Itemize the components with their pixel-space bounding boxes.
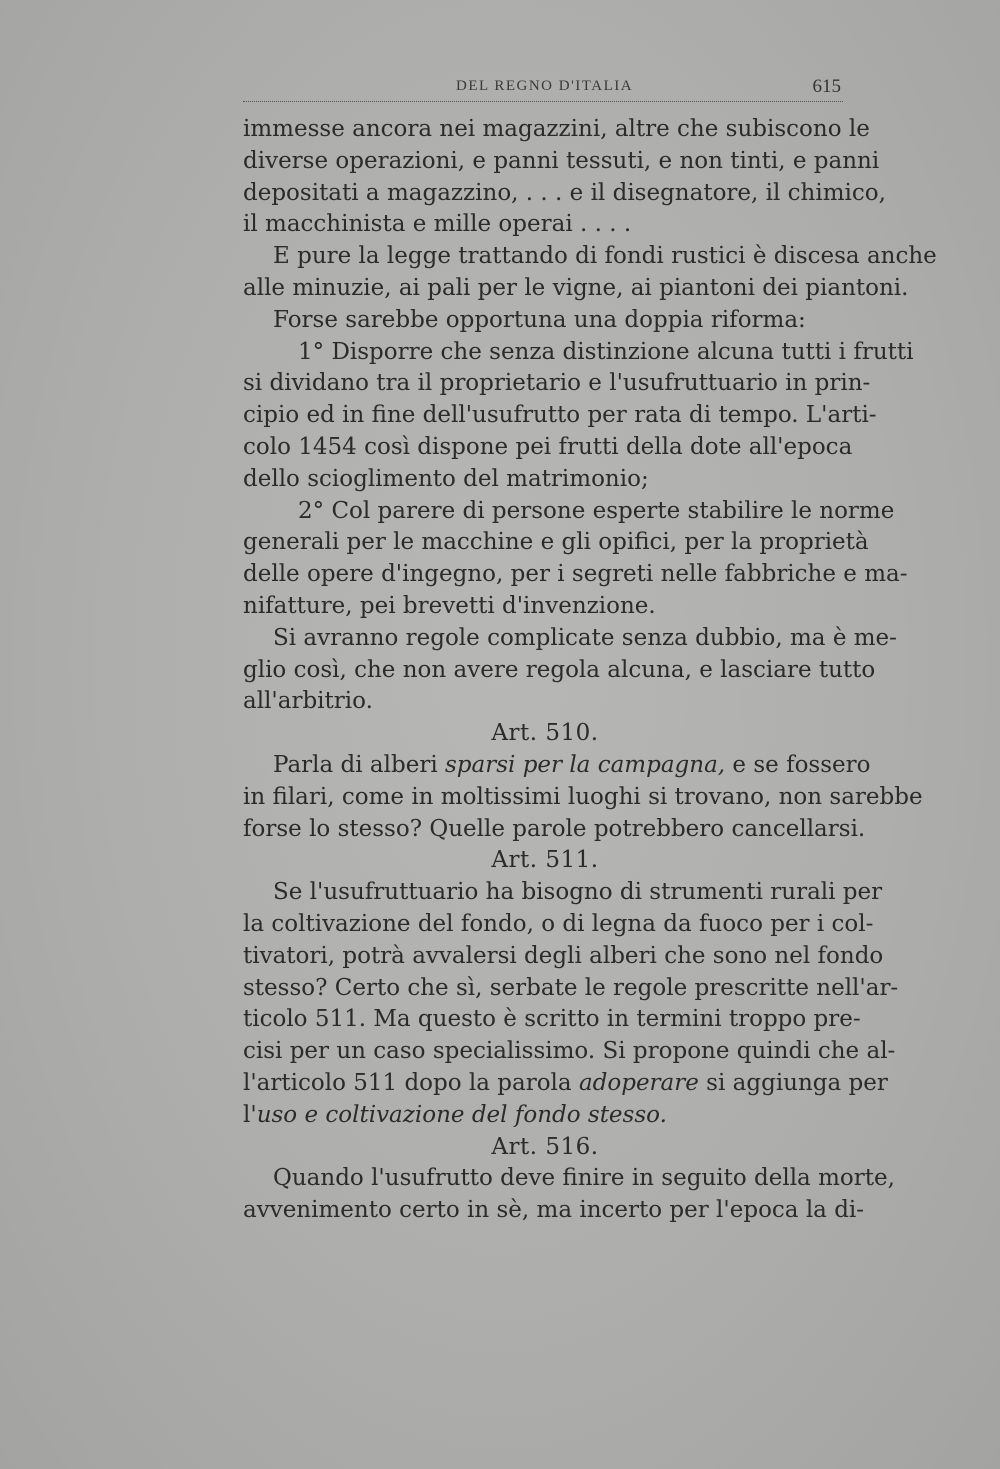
text-line: [243, 1068, 888, 1100]
text-line: ticolo 511. Ma questo è scritto in termini troppo pre-: [243, 1006, 861, 1033]
text-line: E pure la legge trattando di fondi rustici è discesa anche: [273, 243, 937, 270]
text-line: la coltivazione del fondo, o di legna da fuoco per i col-: [243, 910, 874, 937]
text-run: l'articolo 511 dopo la parola: [243, 1069, 579, 1096]
text-line: 2° Col parere di persone esperte stabilire le norme: [298, 497, 895, 524]
article-heading: Art. 511.: [491, 847, 599, 874]
text-line: forse lo stesso? Quelle parole potrebbero cancellarsi.: [243, 815, 866, 842]
italic-phrase: uso e coltivazione del fondo stesso.: [256, 1101, 667, 1128]
text-line: avvenimento certo in sè, ma incerto per l'epoca la di-: [243, 1197, 865, 1224]
text-line: Quando l'usufrutto deve finire in seguito della morte,: [273, 1165, 895, 1192]
text-run: Parla di alberi: [273, 751, 445, 778]
text-line: si dividano tra il proprietario e l'usufruttuario in prin-: [243, 370, 871, 397]
running-head-title: DEL REGNO D'ITALIA: [456, 78, 634, 94]
text-line: generali per le macchine e gli opifici, per la proprietà: [243, 529, 869, 556]
text-line: Forse sarebbe opportuna una doppia riforma:: [273, 306, 806, 333]
article-heading: Art. 510.: [491, 720, 599, 747]
running-head: [243, 76, 843, 100]
body-text: [243, 114, 937, 1227]
italic-phrase: adoperare: [578, 1069, 699, 1096]
text-line: all'arbitrio.: [243, 688, 373, 715]
text-line: colo 1454 così dispone pei frutti della dote all'epoca: [243, 433, 853, 460]
text-line: diverse operazioni, e panni tessuti, e non tinti, e panni: [243, 147, 880, 174]
text-line: [243, 1100, 847, 1132]
text-line: 1° Disporre che senza distinzione alcuna tutti i frutti: [298, 338, 914, 365]
text-line: Si avranno regole complicate senza dubbio, ma è me-: [273, 624, 897, 651]
text-line: dello scioglimento del matrimonio;: [243, 465, 649, 492]
text-line: nifatture, pei brevetti d'invenzione.: [243, 592, 656, 619]
header-rule: [243, 101, 843, 102]
text-line: glio così, che non avere regola alcuna, e lasciare tutto: [243, 656, 876, 683]
text-run: e se fossero: [725, 751, 871, 778]
text-line: [243, 750, 871, 782]
text-line: delle opere d'ingegno, per i segreti nelle fabbriche e ma-: [243, 561, 908, 588]
text-line: Se l'usufruttuario ha bisogno di strumenti rurali per: [273, 879, 883, 906]
text-line: cisi per un caso specialissimo. Si propone quindi che al-: [243, 1038, 896, 1065]
text-line: stesso? Certo che sì, serbate le regole prescritte nell'ar-: [243, 974, 899, 1001]
text-line: immesse ancora nei magazzini, altre che subiscono le: [243, 116, 870, 142]
text-line: alle minuzie, ai pali per le vigne, ai piantoni dei piantoni.: [243, 274, 909, 301]
text-run: l': [243, 1101, 257, 1128]
text-line: depositati a magazzino, . . . e il disegnatore, il chimico,: [243, 179, 886, 206]
text-line: il macchinista e mille operai . . . .: [243, 211, 632, 238]
text-line: tivatori, potrà avvalersi degli alberi che sono nel fondo: [243, 942, 884, 969]
article-heading: Art. 516.: [491, 1133, 599, 1160]
text-run: si aggiunga per: [698, 1069, 888, 1096]
text-line: cipio ed in fine dell'usufrutto per rata di tempo. L'arti-: [243, 402, 877, 429]
page-number: 615: [812, 76, 841, 97]
italic-phrase: sparsi per la campagna,: [444, 751, 726, 778]
text-line: in filari, come in moltissimi luoghi si trovano, non sarebbe: [243, 783, 923, 810]
